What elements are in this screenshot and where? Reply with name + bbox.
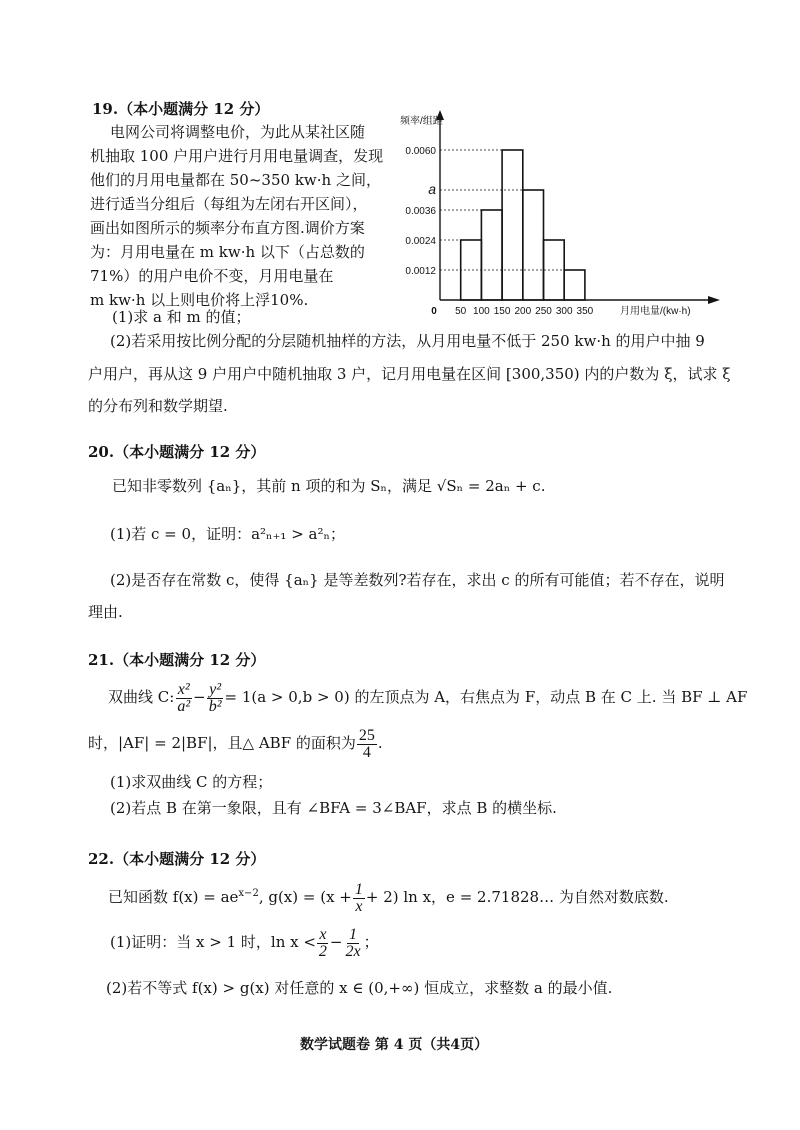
q21-stem-line1 [108,680,747,715]
y-tick-label: 0.0012 [405,266,436,277]
q22-fraction-x-2 [317,927,329,960]
q22-stem [108,876,669,915]
q22-sub1-text-b: ； [363,933,379,951]
q19-line-1: 电网公司将调整电价，为此从某社区随 [110,123,366,141]
q19-line-6: 为：月用电量在 m kw·h 以下（占总数的 [90,243,365,261]
y-axis-label: 频率/组距 [400,116,443,127]
q22-sub2: (2)若不等式 f(x) > g(x) 对任意的 x ∈ (0,+∞) 恒成立，求整数 a 的最小值. [106,979,613,997]
q21-fraction-y2-b2 [207,682,224,715]
q19-line-8: m kw·h 以上则电价将上浮10%. [90,291,309,309]
y-tick-label: 0.0060 [405,146,436,157]
q22-stem-text-a: 已知函数 f(x) = ae [108,888,239,906]
x-tick-label: 0 [431,306,437,317]
page-footer: 数学试题卷 第 4 页（共4页） [300,1037,489,1053]
q22-fraction-1-2x [344,927,363,960]
q19-line-3: 他们的月用电量都在 50~350 kw·h 之间， [90,171,381,189]
q22-frac3-numerator: 1 [349,925,358,943]
q22-frac3-denominator: 2x [345,942,361,960]
x-tick-label: 100 [473,306,490,317]
histogram-bar [461,240,482,300]
q22-frac1-denominator: x [355,897,363,915]
x-tick-label: 200 [514,306,532,317]
q21-minus: − [193,688,206,706]
y-tick-label: 0.0024 [405,236,436,247]
q21-fraction-x2-a2 [175,682,192,715]
q19-sub1: (1)求 a 和 m 的值； [112,308,251,326]
x-tick-label: 150 [493,306,511,317]
x-tick-label: 350 [576,306,594,317]
x-axis-arrow [708,296,720,304]
q22-sub1 [110,924,379,960]
q19-sub2-line1: (2)若采用按比例分配的分层随机抽样的方法，从月用电量不低于 250 kw·h 的用户中抽 9 [110,332,705,350]
q21-stem-text-d: . [377,734,383,752]
x-tick-label: 250 [535,306,552,317]
q22-stem-text-c: + 2) ln x，e = 2.71828… 为自然对数底数. [365,888,669,906]
x-tick-label: 50 [455,306,467,317]
q22-stem-text-b: , g(x) = (x + [258,888,352,906]
q21-sub2: (2)若点 B 在第一象限，且有 ∠BFA = 3∠BAF，求点 B 的横坐标. [110,799,557,817]
q21-frac1-numerator: x² [177,680,190,698]
q20-title: 20.（本小题满分 12 分） [88,443,266,461]
q21-frac2-numerator: y² [209,680,222,698]
q19-line-7: 71%）的用户电价不变，月用电量在 [90,267,334,285]
histogram-bar [481,210,502,300]
q21-stem-text-a: 双曲线 C: [108,688,175,706]
q21-stem-text-b: = 1(a > 0,b > 0) 的左顶点为 A，右焦点为 F，动点 B 在 C 上. 当 BF ⊥ AF [224,688,748,706]
x-axis-label: 月用电量/(kw·h) [620,306,691,317]
q21-stem-text-c: 时，|AF| = 2|BF|，且△ ABF 的面积为 [88,734,356,752]
q22-frac1-numerator: 1 [354,880,363,898]
q22-frac2-denominator: 2 [318,942,327,960]
q21-frac3-numerator: 25 [358,726,375,744]
q21-stem-line2 [88,726,383,761]
y-tick-label: a [428,181,436,197]
y-tick-label: 0.0036 [405,206,436,217]
x-tick-label: 300 [555,306,573,317]
q21-sub1: (1)求双曲线 C 的方程； [110,773,273,791]
q19-sub2-line3: 的分布列和数学期望. [88,397,228,415]
q20-sub2-line2: 理由. [88,603,123,621]
q21-title: 21.（本小题满分 12 分） [88,651,266,669]
q21-frac1-denominator: a² [177,697,191,715]
q22-frac2-numerator: x [319,925,327,943]
q19-title: 19.（本小题满分 12 分） [92,100,270,118]
q19-line-5: 画出如图所示的频率分布直方图.调价方案 [90,219,365,237]
histogram-bar [523,190,544,300]
q20-sub1: (1)若 c = 0，证明：a²ₙ₊₁ > a²ₙ； [110,525,345,543]
q22-sub1-text-a: (1)证明：当 x > 1 时，ln x < [110,933,316,951]
q19-line-2: 机抽取 100 户用户进行月用电量调查，发现 [90,147,384,165]
q22-exponent: x−2 [238,888,259,899]
histogram-bar [502,150,523,300]
q19-line-4: 进行适当分组后（每组为左闭右开区间）， [90,195,368,213]
q19-stem [90,122,390,310]
q22-fraction-1-x [353,882,365,915]
histogram-chart [398,108,728,326]
q20-sub2-line1: (2)是否存在常数 c，使得 {aₙ} 是等差数列?若存在，求出 c 的所有可能值；若不存在，说明 [110,571,725,589]
q20-stem: 已知非零数列 {aₙ}，其前 n 项的和为 Sₙ，满足 √Sₙ = 2aₙ + c. [112,477,546,495]
q21-fraction-25-4 [357,728,377,761]
q19-sub2-line2: 户用户，再从这 9 户用户中随机抽取 3 户，记月用电量在区间 [300,350) 内的户数为 ξ，试求 ξ [88,365,731,383]
histogram-bar [564,270,585,300]
q21-frac3-denominator: 4 [362,743,371,761]
q21-frac2-denominator: b² [208,697,222,715]
q22-title: 22.（本小题满分 12 分） [88,850,266,868]
q22-sub1-minus: − [329,933,343,951]
